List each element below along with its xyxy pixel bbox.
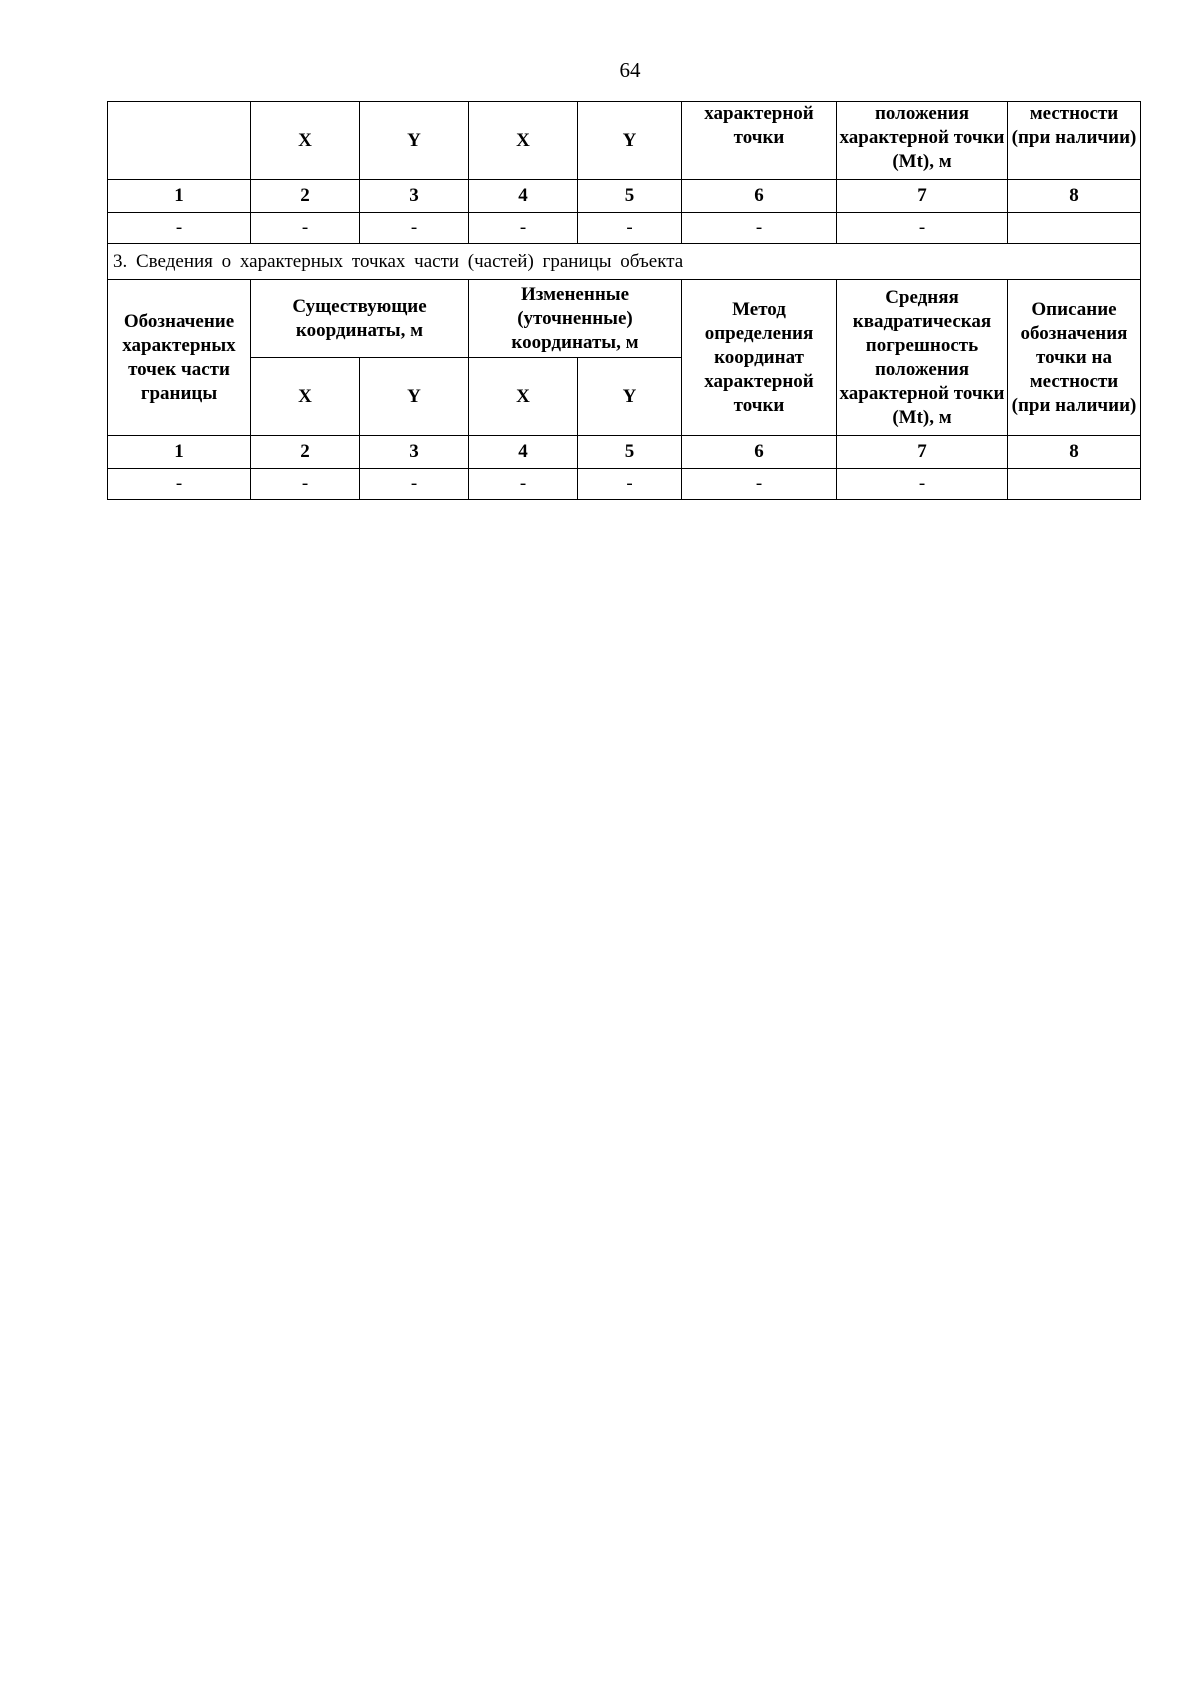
x-existing-header: X (251, 358, 360, 436)
table-cell (1008, 469, 1141, 500)
y-changed-header: Y (578, 358, 682, 436)
table-cell: - (578, 213, 682, 244)
column-number: 8 (1008, 436, 1141, 469)
table1-number-row (108, 180, 1141, 213)
column-number: 7 (837, 180, 1008, 213)
column-number: 3 (360, 180, 469, 213)
changed-coordinates-header: Измененные (уточненные) координаты, м (469, 280, 682, 358)
table1-header-cell: X (251, 102, 360, 180)
table-cell: - (469, 469, 578, 500)
column-number: 4 (469, 180, 578, 213)
designation-header: Обозначение характерных точек части границы (108, 280, 251, 436)
table-cell: - (251, 469, 360, 500)
column-number: 8 (1008, 180, 1141, 213)
table1-header-cell: Y (578, 102, 682, 180)
table-cell: - (837, 213, 1008, 244)
table-row (108, 469, 1141, 500)
table-cell: - (682, 213, 837, 244)
column-number: 1 (108, 180, 251, 213)
table1-header-cell: Y (360, 102, 469, 180)
table-cell: - (360, 213, 469, 244)
y-existing-header: Y (360, 358, 469, 436)
table-cell: - (837, 469, 1008, 500)
page-number: 64 (619, 58, 641, 82)
x-changed-header: X (469, 358, 578, 436)
table1-header-cell: X (469, 102, 578, 180)
table1-header-cell: положения характерной точки (Mt), м (837, 102, 1008, 180)
method-header: Метод определения координат характерной точки (682, 280, 837, 436)
column-number: 2 (251, 436, 360, 469)
section3-number-row (108, 436, 1141, 469)
table-cell: - (360, 469, 469, 500)
section3-title: 3. Сведения о характерных точках части (частей) границы объекта (108, 244, 1141, 280)
column-number: 7 (837, 436, 1008, 469)
column-number: 2 (251, 180, 360, 213)
description-header: Описание обозначения точки на местности (при наличии) (1008, 280, 1141, 436)
table1-header-cell: местности (при наличии) (1008, 102, 1141, 180)
table-row (108, 213, 1141, 244)
column-number: 6 (682, 436, 837, 469)
column-number: 5 (578, 180, 682, 213)
table1-header-cell (108, 102, 251, 180)
existing-coordinates-header: Существующие координаты, м (251, 280, 469, 358)
column-number: 3 (360, 436, 469, 469)
column-number: 4 (469, 436, 578, 469)
boundary-points-table (107, 101, 1141, 500)
table1-header-row (108, 102, 1141, 180)
section3-header-row (108, 280, 1141, 358)
error-header: Средняя квадратическая погрешность положения характерной точки (Mt), м (837, 280, 1008, 436)
table-cell (1008, 213, 1141, 244)
table-cell: - (578, 469, 682, 500)
table-cell: - (469, 213, 578, 244)
column-number: 6 (682, 180, 837, 213)
table-cell: - (682, 469, 837, 500)
column-number: 5 (578, 436, 682, 469)
table-cell: - (108, 213, 251, 244)
column-number: 1 (108, 436, 251, 469)
section3-title-row (108, 244, 1141, 280)
table-cell: - (108, 469, 251, 500)
table-cell: - (251, 213, 360, 244)
table1-header-cell: характерной точки (682, 102, 837, 180)
